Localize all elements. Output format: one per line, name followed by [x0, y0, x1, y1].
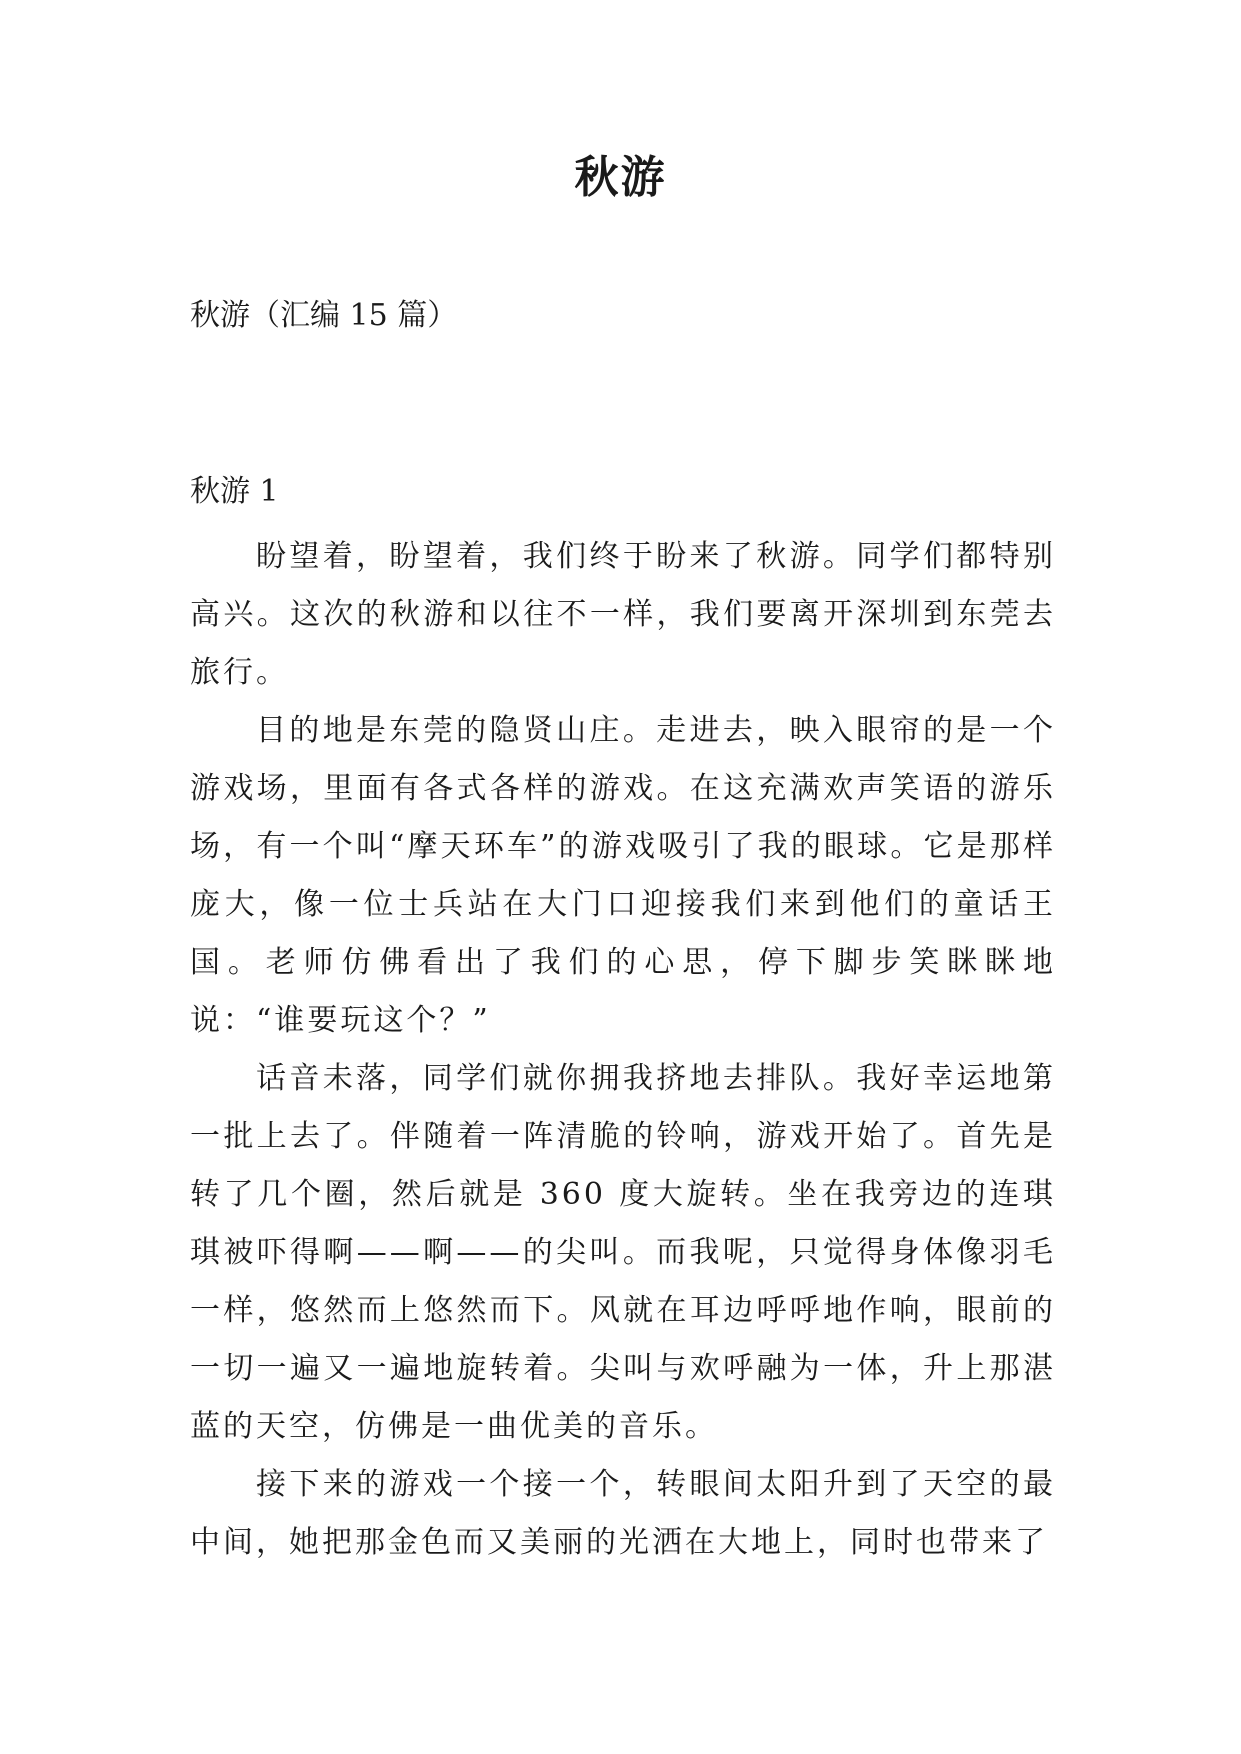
document-title: 秋游: [574, 152, 667, 203]
section-heading: 秋游 1: [190, 474, 279, 509]
paragraph-3: 话音未落，同学们就你拥我挤地去排队。我好幸运地第一批上去了。伴随着一阵清脆的铃响，游戏开始了。首先是转了几个圈，然后就是 360 度大旋转。坐在我旁边的连琪琪被吓得啊——啊——的尖叫。而我呢，只觉得身体像羽毛一样，悠然而上悠然而下。风就在耳边呼呼地作响，眼前的一切一遍又一遍地旋转着。尖叫与欢呼融为一体，升上那湛蓝的天空，仿佛是一曲优美的音乐。: [190, 1061, 1056, 1444]
document-subtitle: 秋游（汇编 15 篇）: [190, 298, 458, 333]
paragraph-2: 目的地是东莞的隐贤山庄。走进去，映入眼帘的是一个游戏场，里面有各式各样的游戏。在这充满欢声笑语的游乐场，有一个叫“摩天环车”的游戏吸引了我的眼球。它是那样庞大，像一位士兵站在大门口迎接我们来到他们的童话王国。老师仿佛看出了我们的心思，停下脚步笑眯眯地说：“谁要玩这个？”: [190, 713, 1056, 1038]
paragraph-1: 盼望着，盼望着，我们终于盼来了秋游。同学们都特别高兴。这次的秋游和以往不一样，我们要离开深圳到东莞去旅行。: [190, 539, 1056, 690]
section-body: [190, 528, 1056, 1572]
paragraph-4: 接下来的游戏一个接一个，转眼间太阳升到了天空的最中间，她把那金色而又美丽的光洒在大地上，同时也带来了: [190, 1467, 1056, 1560]
